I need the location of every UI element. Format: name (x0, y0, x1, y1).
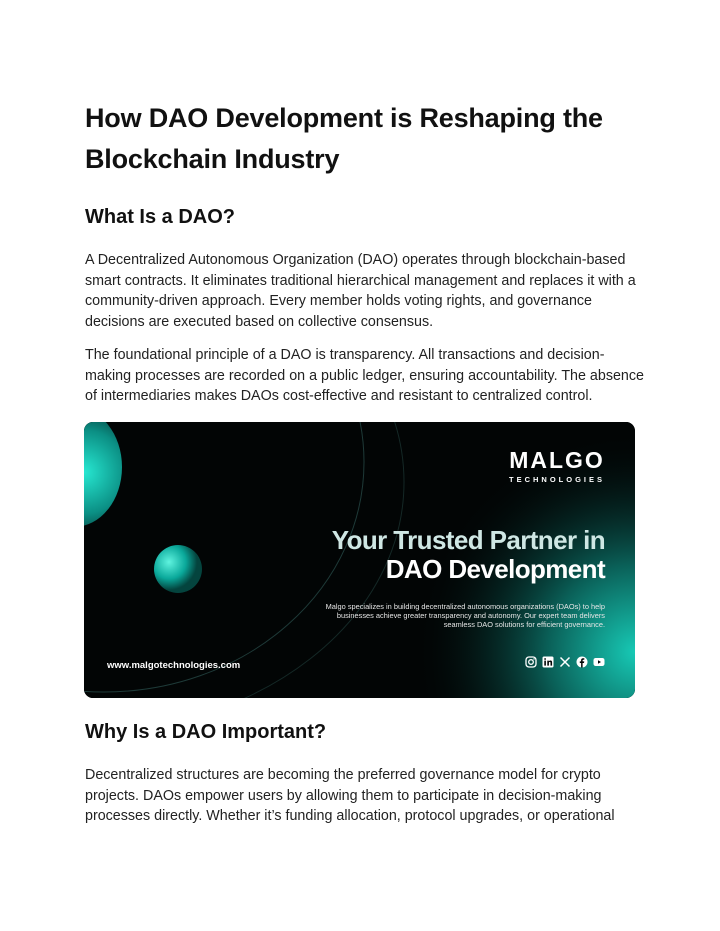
section-heading-why-dao-important: Why Is a DAO Important? (85, 721, 327, 743)
paragraph-dao-transparency: The foundational principle of a DAO is transparency. All transactions and decision-making processes are recorded on a public ledger, ensuring accountability. The absence of intermediaries makes DAOs cost-effective and resistant to centralized control. (85, 347, 644, 404)
paragraph-dao-importance: Decentralized structures are becoming the preferred governance model for crypto projects. DAOs empower users by allowing them to participate in decision-making processes directly. Whether it’s funding allocation, protocol upgrades, or operational (85, 767, 615, 824)
youtube-icon (593, 656, 605, 668)
banner-url: www.malgotechnologies.com (107, 660, 241, 671)
social-icons (525, 656, 605, 668)
banner-blurb: Malgo specializes in building decentralized autonomous organizations (DAOs) to help businesses achieve greater transparency and autonomy. Our expert team delivers seamless DAO solutions for efficient governance. (325, 602, 605, 629)
malgo-logo (509, 448, 605, 486)
section-heading-what-is-dao: What Is a DAO? (85, 206, 236, 228)
instagram-icon (525, 656, 537, 668)
banner-headline-line2: DAO Development (385, 554, 605, 584)
x-icon (559, 656, 571, 668)
logo-subtitle: TECHNOLOGIES (508, 475, 605, 484)
linkedin-icon (542, 656, 554, 668)
logo-wordmark: MALGO (509, 447, 605, 473)
sphere-graphic (154, 545, 202, 593)
article-title: How DAO Development is Reshaping the Blockchain Industry (85, 103, 603, 174)
banner-headline (332, 526, 605, 584)
banner-headline-line1: Your Trusted Partner in (331, 525, 605, 555)
facebook-icon (576, 656, 588, 668)
promo-banner-image (84, 422, 635, 698)
paragraph-dao-definition: A Decentralized Autonomous Organization (DAO) operates through blockchain-based smart contracts. It eliminates traditional hierarchical management and replaces it with a community-driven approach. Every member holds voting rights, and governance decisions are executed based on collective consensus. (85, 252, 636, 330)
